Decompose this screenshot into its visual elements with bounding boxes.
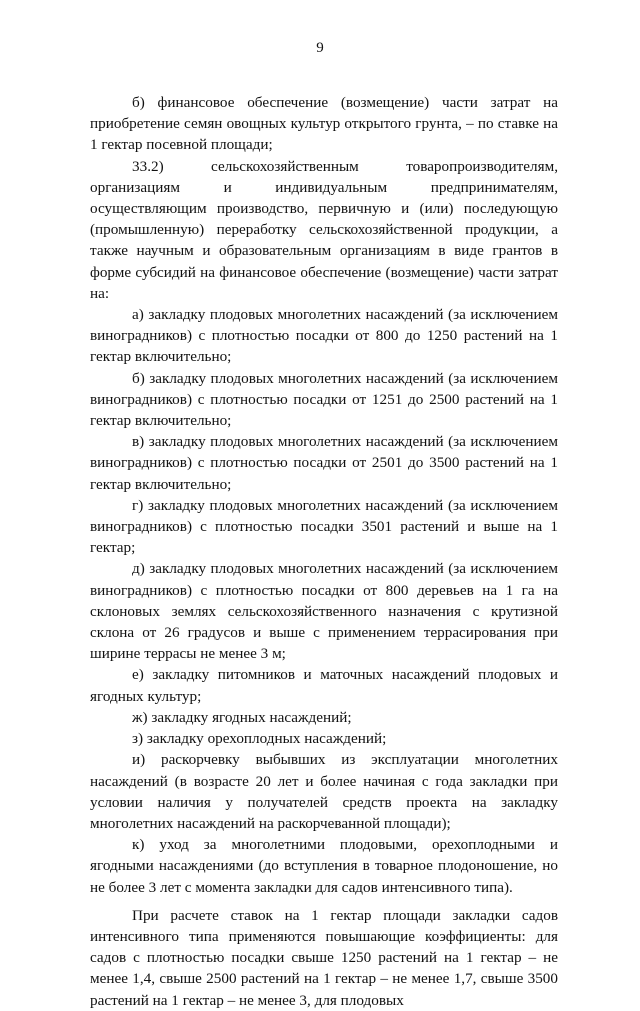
paragraph-item-b: б) закладку плодовых многолетних насаждений (за исключением виноградников) с плотностью посадки от 1251 до 2500 растений на 1 гектар включительно; bbox=[90, 369, 558, 430]
paragraph-item-e: е) закладку питомников и маточных насаждений плодовых и ягодных культур; bbox=[90, 666, 558, 705]
paragraph-item-d: д) закладку плодовых многолетних насаждений (за исключением виноградников) с плотностью посадки от 800 деревьев на 1 га на склоновых землях сельскохозяйственного назначения с крутизной склона от 26 градусов и выше с применением террасирования при ширине террасы не менее 3 м; bbox=[90, 560, 558, 663]
paragraph-item-z: з) закладку орехоплодных насаждений; bbox=[132, 730, 387, 748]
page-number: 9 bbox=[316, 40, 324, 56]
paragraph-33-2: 33.2) сельскохозяйственным товаропроизводителям, организациям и индивидуальным предпринимателям, осуществляющим производство, первичную и (или) последующую (промышленную) переработку сельскохозяйственной продукции, а также научным и образовательным организациям в виде грантов в форме субсидий на финансовое обеспечение (возмещение) части затрат на: bbox=[90, 157, 558, 302]
document-body bbox=[90, 92, 558, 1011]
paragraph-item-a: а) закладку плодовых многолетних насаждений (за исключением виноградников) с плотностью посадки от 800 до 1250 растений на 1 гектар включительно; bbox=[90, 306, 558, 366]
paragraph-b-seeds: б) финансовое обеспечение (возмещение) части затрат на приобретение семян овощных культур открытого грунта, – по ставке на 1 гектар посевной площади; bbox=[90, 94, 558, 154]
paragraph-item-g: г) закладку плодовых многолетних насаждений (за исключением виноградников) с плотностью посадки 3501 растений и выше на 1 гектар; bbox=[90, 496, 558, 557]
paragraph-item-v: в) закладку плодовых многолетних насаждений (за исключением виноградников) с плотностью посадки от 2501 до 3500 растений на 1 гектар включительно; bbox=[90, 433, 558, 493]
paragraph-coefficients: При расчете ставок на 1 гектар площади закладки садов интенсивного типа применяются повышающие коэффициенты: для садов с плотностью посадки свыше 1250 растений на 1 гектар – не менее 1,4, свыше 2500 растений на 1 гектар – не менее 1,7, свыше 3500 растений на 1 гектар – не менее 3, для плодовых bbox=[90, 906, 558, 1009]
paragraph-item-k: к) уход за многолетними плодовыми, орехоплодными и ягодными насаждениями (до вступления в товарное плодоношение, но не более 3 лет с момента закладки для садов интенсивного типа). bbox=[90, 836, 558, 896]
paragraph-item-i: и) раскорчевку выбывших из эксплуатации многолетних насаждений (в возрасте 20 лет и более начиная с года закладки при условии наличия у получателей средств проекта на закладку многолетних насаждений на раскорчеванной площади); bbox=[90, 751, 558, 832]
paragraph-item-zh: ж) закладку ягодных насаждений; bbox=[132, 708, 352, 726]
